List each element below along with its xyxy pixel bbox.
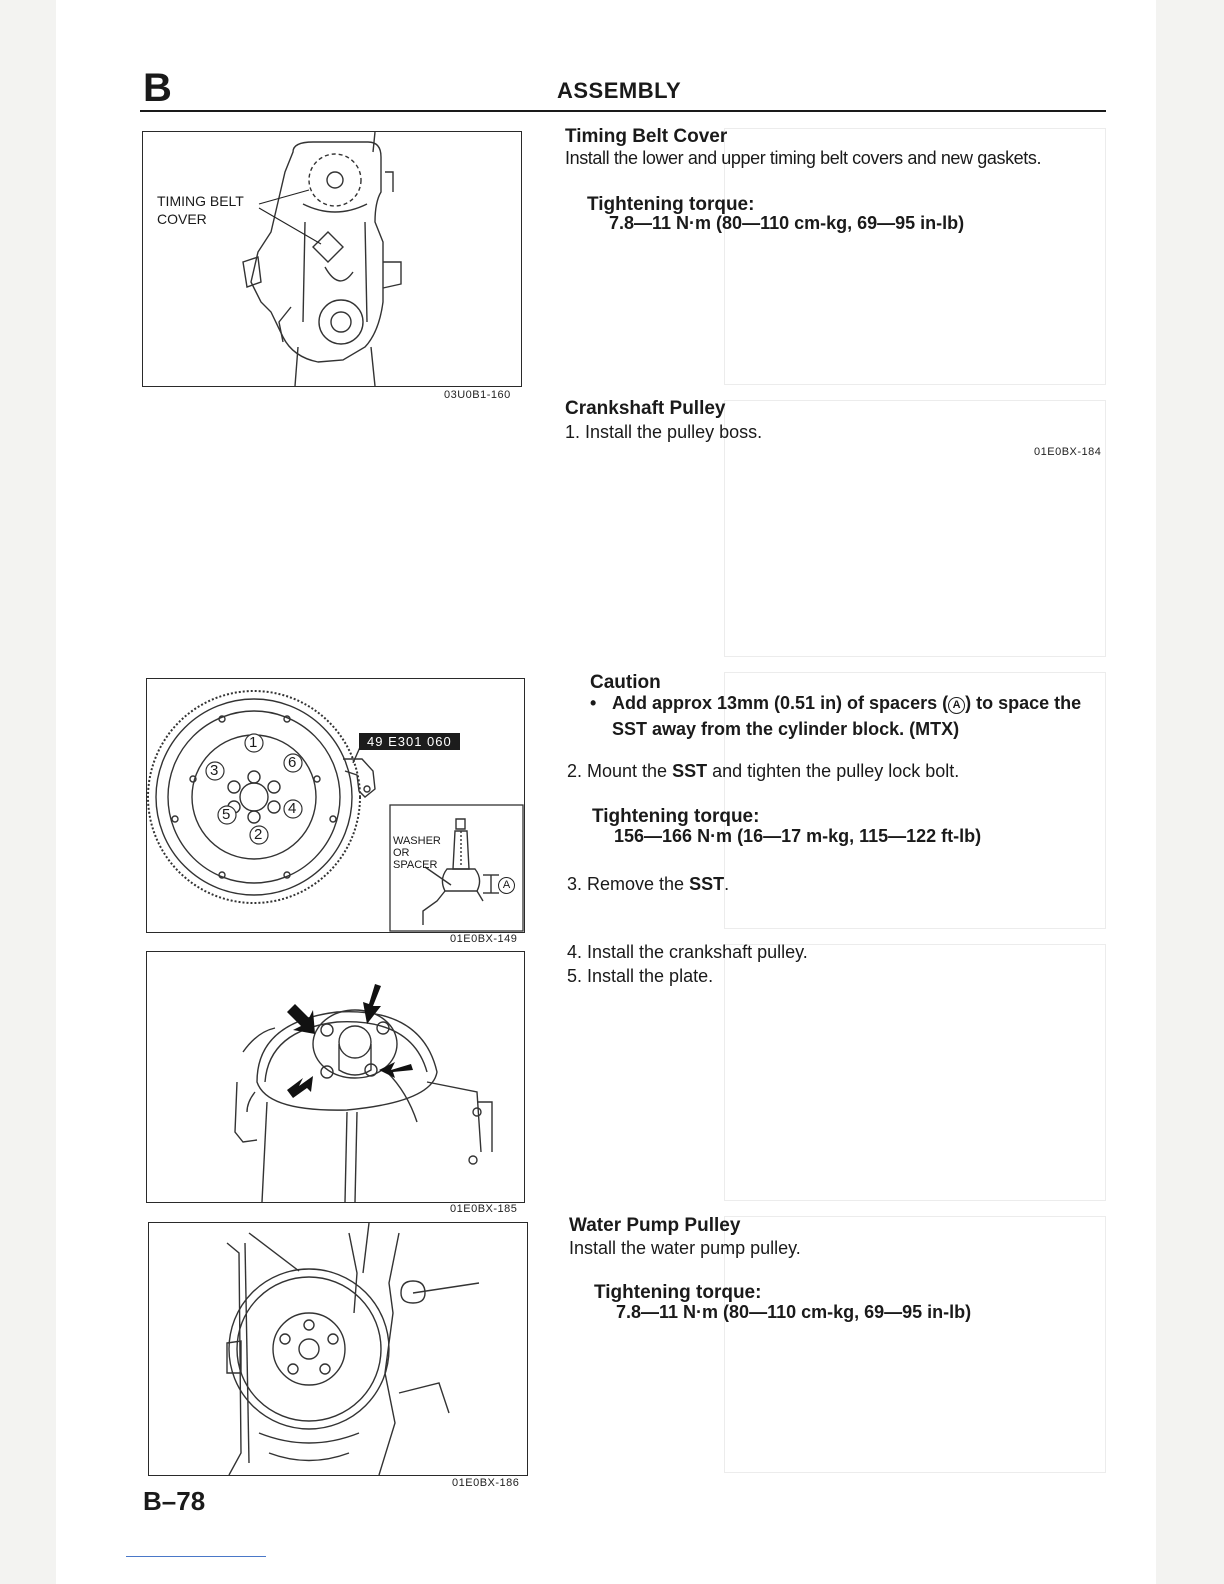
- torque-label: Tightening torque:: [594, 1282, 762, 1303]
- page-title: ASSEMBLY: [557, 78, 682, 103]
- bleed-through-box: [724, 400, 1106, 657]
- figure-code: 01E0BX-149: [450, 933, 518, 945]
- step-text: 3. Remove the: [567, 874, 690, 894]
- figure-code: 03U0B1-160: [444, 389, 511, 401]
- sst-term: SST: [689, 874, 725, 894]
- callout-line: SPACER: [393, 859, 438, 871]
- step-mount-sst: [567, 761, 959, 782]
- crankshaft-pulley-heading: Crankshaft Pulley: [565, 398, 726, 419]
- bolt-number: 2: [254, 826, 263, 843]
- step-install-crankshaft-pulley: 4. Install the crankshaft pulley.: [567, 942, 808, 962]
- water-pump-pulley-instruction: Install the water pump pulley.: [569, 1238, 801, 1258]
- caution-text-part: ) to space the SST away from the cylinder block. (MTX): [612, 693, 1082, 739]
- bottom-edge-line: [126, 1556, 266, 1557]
- bleed-through-box: [724, 944, 1106, 1201]
- bolt-number: 6: [288, 754, 297, 771]
- step-install-pulley-boss: 1. Install the pulley boss.: [565, 422, 763, 442]
- water-pump-pulley-drawing: [149, 1223, 527, 1475]
- bolt-number: 1: [249, 734, 258, 751]
- figure-code: 01E0BX-186: [452, 1477, 520, 1489]
- torque-label: Tightening torque:: [587, 194, 755, 215]
- torque-value: 7.8—11 N·m (80—110 cm-kg, 69—95 in-lb): [609, 213, 965, 233]
- crankshaft-pulley-drawing: [147, 952, 524, 1202]
- washer-spacer-callout: [393, 835, 441, 871]
- crankshaft-pulley-figure: [146, 951, 525, 1203]
- caution-marker-a: A: [948, 697, 965, 714]
- callout-line: OR: [393, 847, 410, 859]
- step-text: .: [724, 874, 730, 894]
- torque-label: Tightening torque:: [592, 806, 760, 827]
- timing-belt-cover-heading: Timing Belt Cover: [565, 126, 728, 147]
- callout-line: TIMING BELT: [157, 193, 244, 209]
- callout-line: WASHER: [393, 835, 441, 847]
- bolt-number: 3: [210, 762, 219, 779]
- water-pump-pulley-figure: [148, 1222, 528, 1476]
- bolt-number: 5: [222, 806, 231, 823]
- step-text: 2. Mount the: [567, 761, 673, 781]
- water-pump-pulley-heading: Water Pump Pulley: [569, 1215, 741, 1236]
- figure-code: 01E0BX-185: [450, 1203, 518, 1215]
- callout-line: COVER: [157, 211, 207, 227]
- flywheel-sst-figure: [146, 678, 525, 933]
- caution-text: [612, 690, 1112, 742]
- step-remove-sst: [567, 874, 729, 895]
- section-letter: B: [143, 66, 172, 110]
- caution-heading: Caution: [590, 672, 661, 693]
- torque-value: 7.8—11 N·m (80—110 cm-kg, 69—95 in-lb): [616, 1302, 972, 1322]
- spacer-marker-a: A: [498, 877, 515, 894]
- step-text: and tighten the pulley lock bolt.: [707, 761, 960, 781]
- timing-belt-cover-figure: [142, 131, 522, 387]
- timing-belt-cover-callout: [157, 192, 244, 228]
- caution-text-part: Add approx 13mm (0.51 in) of spacers (: [612, 693, 949, 713]
- torque-value: 156—166 N·m (16—17 m-kg, 115—122 ft-lb): [614, 826, 982, 846]
- page-number: B–78: [143, 1486, 206, 1516]
- timing-belt-cover-instruction: Install the lower and upper timing belt covers and new gaskets.: [565, 148, 1042, 168]
- figure-code: 01E0BX-184: [1034, 446, 1102, 458]
- engine-timing-cover-drawing: [143, 132, 521, 386]
- header-rule: [140, 110, 1106, 112]
- bolt-number: 4: [288, 800, 297, 817]
- sst-number-label: 49 E301 060: [359, 733, 460, 750]
- step-install-plate: 5. Install the plate.: [567, 966, 714, 986]
- sst-term: SST: [672, 761, 708, 781]
- flywheel-sst-drawing: [147, 679, 524, 932]
- bullet-dot: •: [590, 693, 597, 713]
